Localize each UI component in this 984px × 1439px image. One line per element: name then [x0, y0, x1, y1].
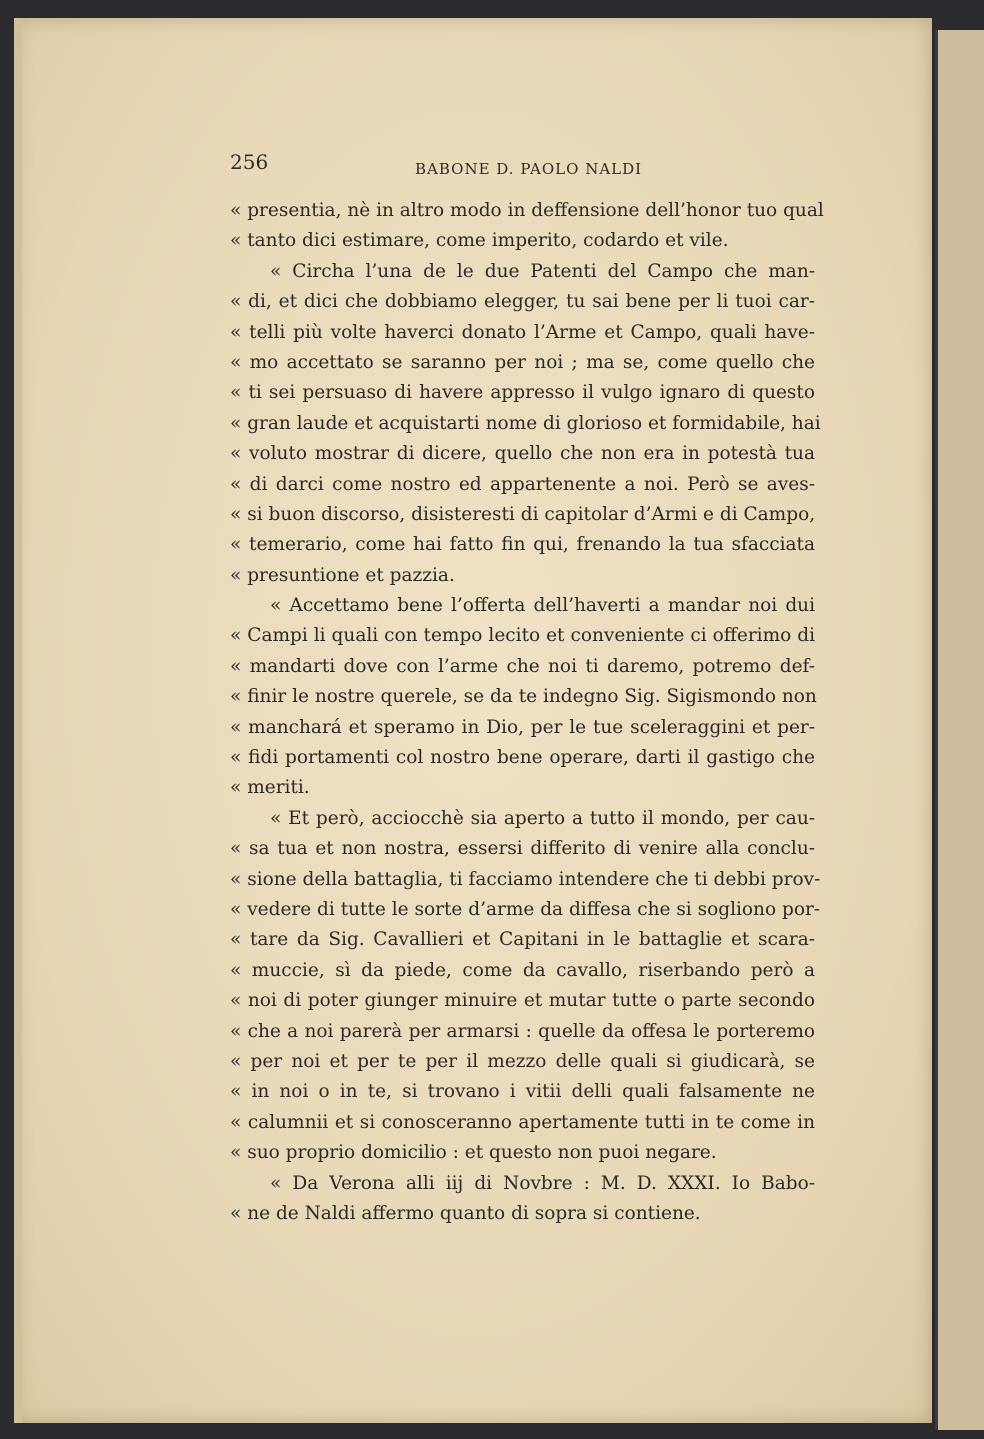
text-line: « Campi li quali con tempo lecito et conveniente ci offerimo di — [230, 625, 815, 647]
text-line: « tare da Sig. Cavallieri et Capitani in le battaglie et scara- — [230, 929, 815, 951]
text-line: « voluto mostrar di dicere, quello che non era in potestà tua — [230, 443, 815, 465]
text-line: « meriti. — [230, 777, 310, 799]
body-text — [230, 196, 824, 1229]
text-line: « gran laude et acquistarti nome di glorioso et formidabile, hai — [230, 412, 821, 434]
text-line: « Accettamo bene l’offerta dell’haverti a mandar noi dui — [270, 595, 815, 617]
text-line: « finir le nostre querele, se da te indegno Sig. Sigismondo non — [230, 686, 817, 708]
text-line: « di darci come nostro ed appartenente a noi. Però se aves- — [230, 473, 815, 495]
text-line: « tanto dici estimare, come imperito, codardo et vile. — [230, 230, 729, 252]
text-line: « in noi o in te, si trovano i vitii delli quali falsamente ne — [230, 1081, 815, 1103]
text-line: « di, et dici che dobbiamo elegger, tu sai bene per li tuoi car- — [230, 291, 815, 313]
text-line: « si buon discorso, disisteresti di capitolar d’Armi e di Campo, — [230, 503, 816, 525]
text-line: « sa tua et non nostra, essersi differito di venire alla conclu- — [230, 838, 815, 860]
adjacent-page-edge — [935, 30, 984, 1430]
text-line: « per noi et per te per il mezzo delle quali si giudicarà, se — [230, 1050, 815, 1072]
page-header — [230, 150, 820, 180]
text-line: « temerario, come hai fatto fin qui, frenando la tua sfacciata — [230, 534, 815, 556]
text-line: « Circha l’una de le due Patenti del Campo che man- — [270, 260, 815, 282]
text-line: « muccie, sì da piede, come da cavallo, riserbando però a — [230, 959, 815, 981]
text-line: « noi di poter giunger minuire et mutar tutte o parte secondo — [230, 990, 815, 1012]
running-title: BABONE D. PAOLO NALDI — [415, 160, 643, 178]
text-line: « presuntione et pazzia. — [230, 564, 455, 586]
text-line: « Da Verona alli iij di Novbre : M. D. XXXI. Io Babo- — [270, 1172, 815, 1194]
text-line: « fidi portamenti col nostro bene operare, darti il gastigo che — [230, 747, 815, 769]
page-number: 256 — [230, 150, 269, 174]
text-line: « manchará et speramo in Dio, per le tue sceleraggini et per- — [230, 716, 815, 738]
text-line: « mandarti dove con l’arme che noi ti daremo, potremo def- — [230, 655, 815, 677]
text-line: « suo proprio domicilio : et questo non puoi negare. — [230, 1142, 717, 1164]
page-edge — [14, 18, 22, 1423]
text-line: « Et però, acciocchè sia aperto a tutto il mondo, per cau- — [270, 807, 815, 829]
text-line: « che a noi parerà per armarsi : quelle da offesa le porteremo — [230, 1020, 815, 1042]
text-line: « mo accettato se saranno per noi ; ma se, come quello che — [230, 351, 815, 373]
text-line: « presentia, nè in altro modo in deffensione dell’honor tuo qual — [230, 200, 824, 221]
text-line: « ne de Naldi affermo quanto di sopra si contiene. — [230, 1202, 701, 1224]
text-line: « sione della battaglia, ti facciamo intendere che ti debbi prov- — [230, 868, 821, 890]
text-line: « telli più volte haverci donato l’Arme et Campo, quali have- — [230, 321, 815, 343]
text-line: « ti sei persuaso di havere appresso il vulgo ignaro di questo — [230, 382, 815, 404]
text-line: « calumnii et si conosceranno apertamente tutti in te come in — [230, 1111, 815, 1133]
text-line: « vedere di tutte le sorte d’arme da diffesa che si sogliono por- — [230, 898, 821, 920]
